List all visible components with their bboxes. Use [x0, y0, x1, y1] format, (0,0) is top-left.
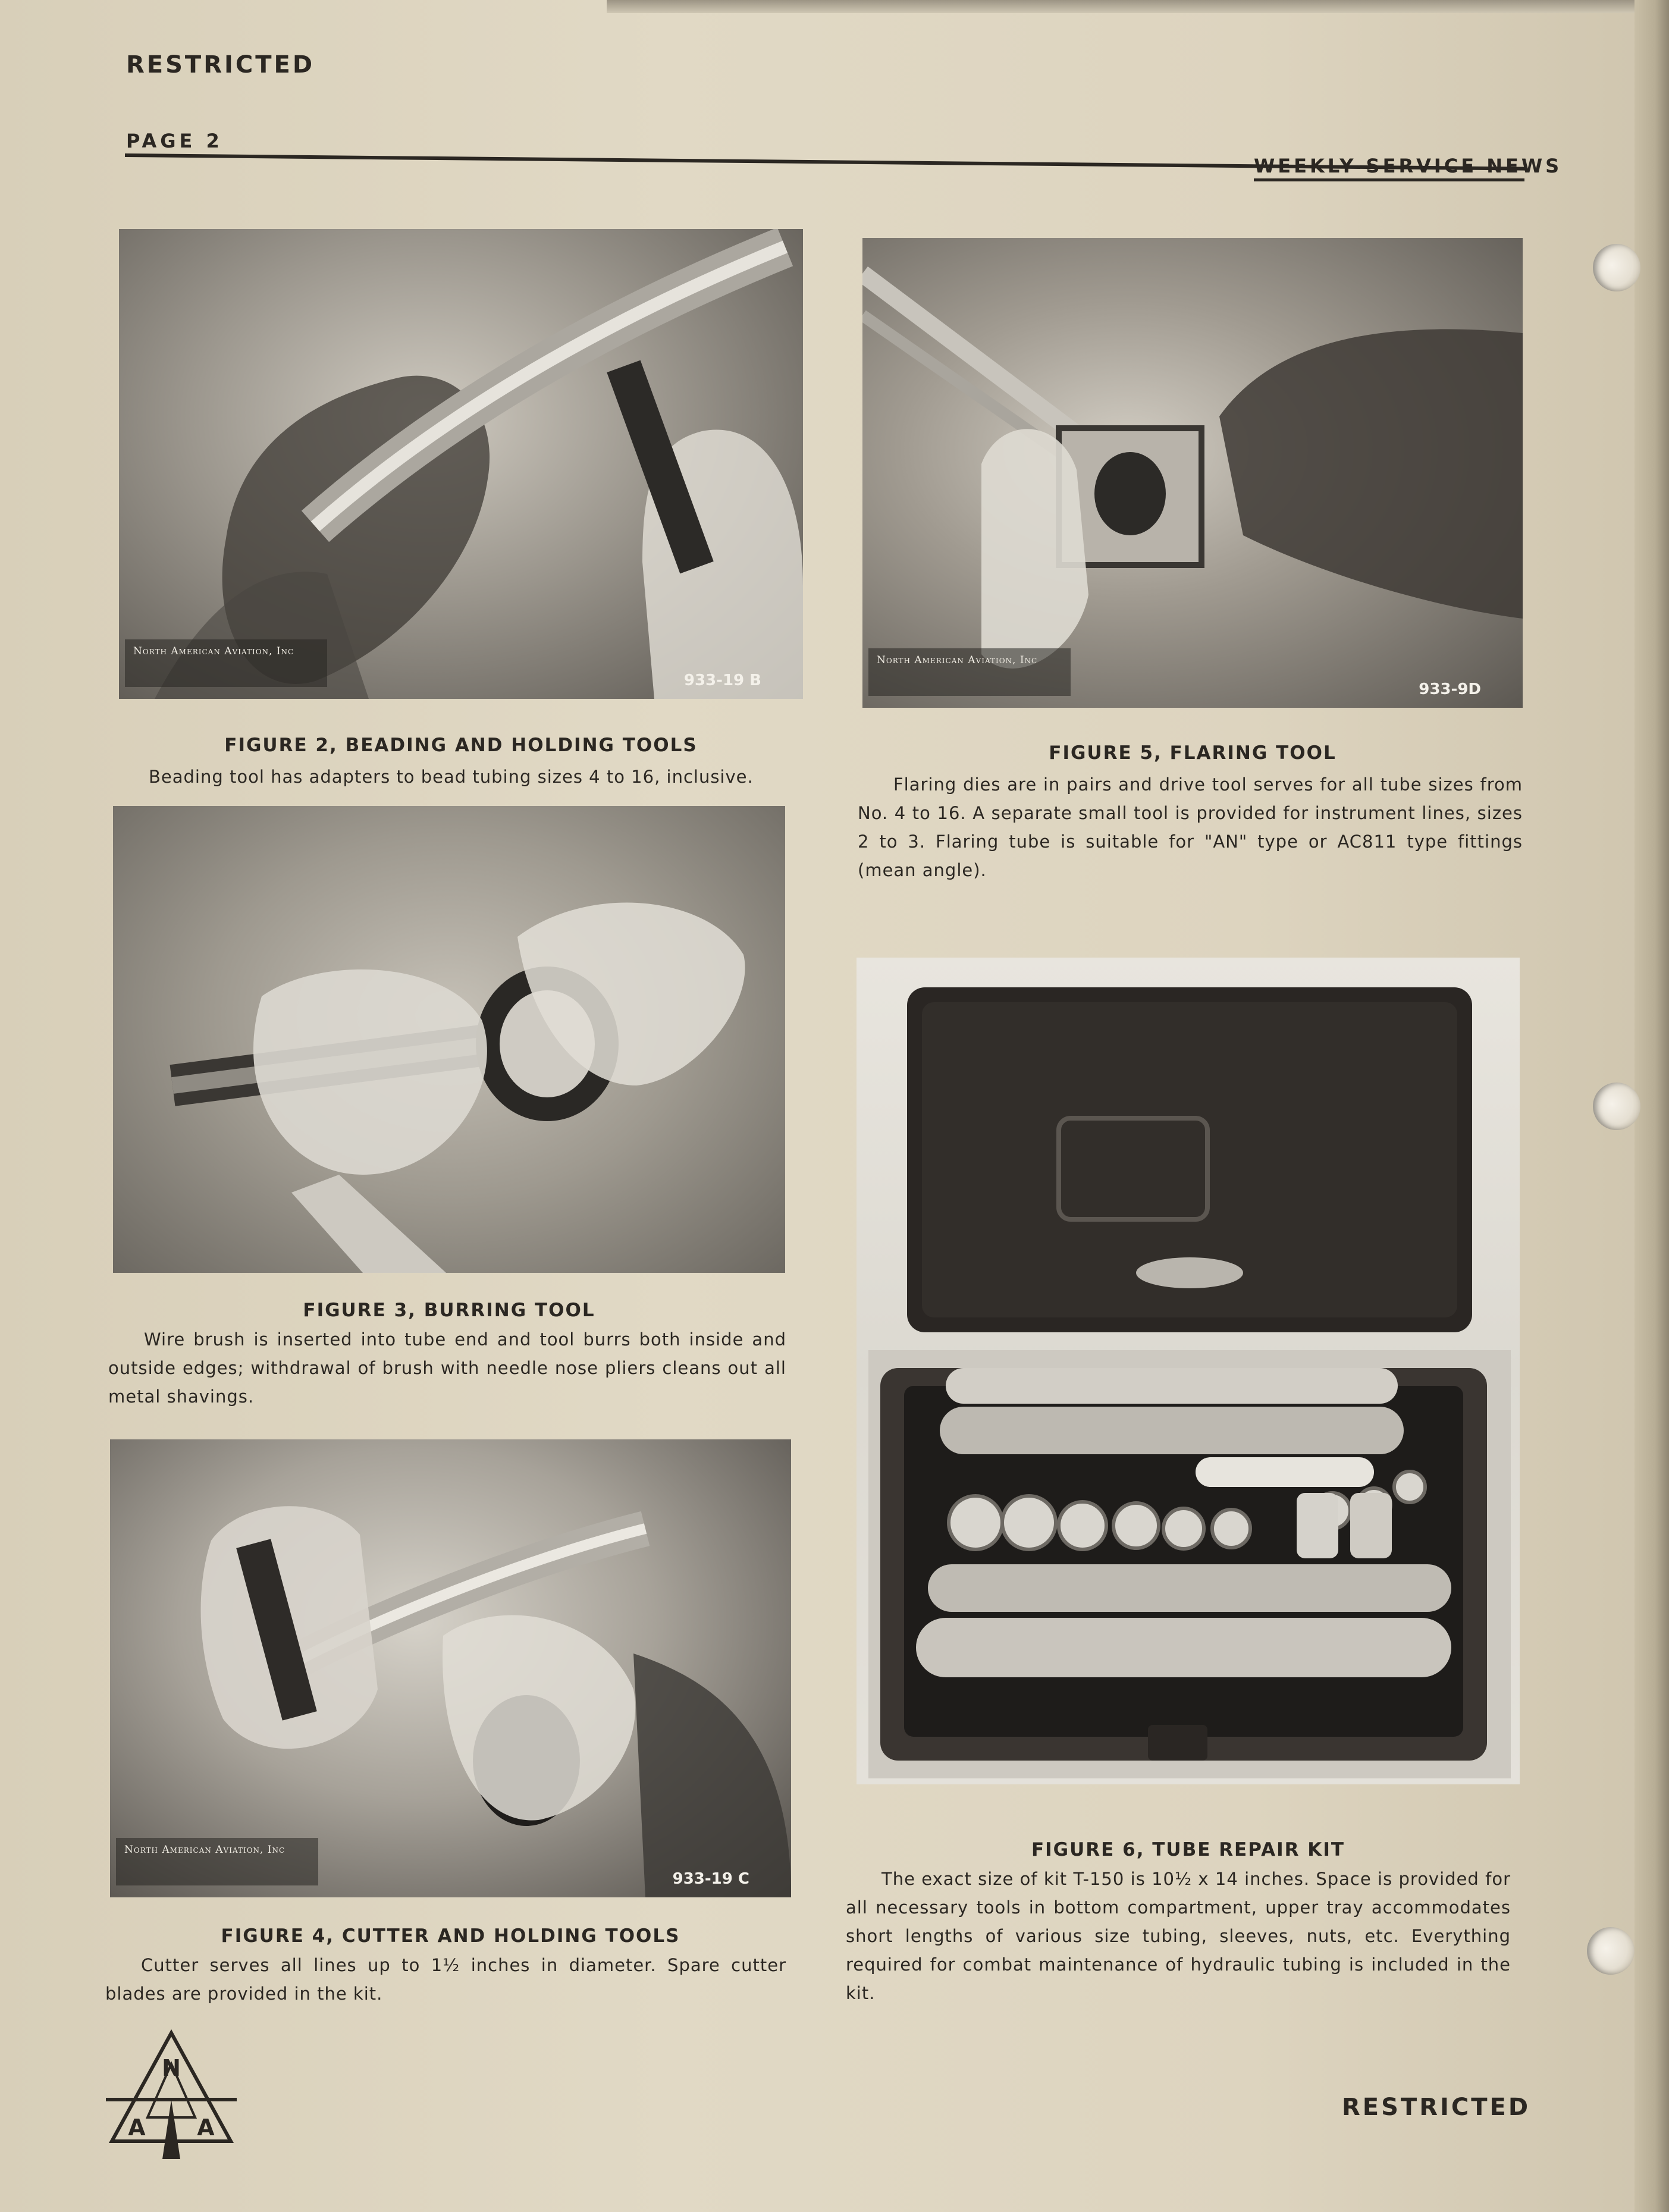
page-number: PAGE 2	[126, 130, 223, 152]
figure-3-photo	[113, 806, 785, 1273]
binder-hole-middle	[1593, 1083, 1640, 1130]
figure-2-caption: Beading tool has adapters to bead tubing sizes 4 to 16, inclusive.	[149, 767, 754, 787]
figure-5-photo	[862, 238, 1523, 708]
figure-2-credit-box	[125, 639, 327, 687]
figure-4-title: FIGURE 4, CUTTER AND HOLDING TOOLS	[221, 1925, 680, 1947]
figure-5-title: FIGURE 5, FLARING TOOL	[1049, 742, 1337, 764]
publication-title: WEEKLY SERVICE NEWS	[1254, 155, 1563, 177]
figure-6-photo	[857, 958, 1520, 1784]
classification-header: RESTRICTED	[126, 51, 315, 79]
figure-2-title: FIGURE 2, BEADING AND HOLDING TOOLS	[224, 735, 698, 756]
logo-letter-n: N	[162, 2055, 181, 2081]
binder-hole-top	[1593, 244, 1640, 291]
publication-underline	[1254, 178, 1524, 181]
figure-3-title: FIGURE 3, BURRING TOOL	[303, 1300, 595, 1321]
figure-4-credit: North American Aviation, Inc	[124, 1844, 286, 1856]
figure-2-credit: North American Aviation, Inc	[133, 645, 294, 657]
figure-5-photo-number: 933-9D	[1419, 680, 1481, 698]
classification-footer: RESTRICTED	[1342, 2094, 1531, 2121]
figure-4-photo-number: 933-19 C	[672, 1870, 749, 1888]
figure-4-caption: Cutter serves all lines up to 1½ inches in diameter. Spare cutter blades are provided in the kit.	[105, 1955, 786, 2004]
figure-4-credit-box	[116, 1838, 318, 1885]
figure-6-caption: The exact size of kit T-150 is 10½ x 14 inches. Space is provided for all necessary tools in bottom compartment, upper tray accommodates short lengths of various size tubing, sleeves, nuts, etc. Everything required for combat maintenance of hydraulic tubing is included in the kit.	[846, 1869, 1511, 2003]
binder-hole-bottom	[1587, 1927, 1635, 1975]
figure-5-credit: North American Aviation, Inc	[877, 654, 1038, 666]
naa-logo-icon	[106, 2028, 237, 2159]
figure-2-photo	[119, 229, 803, 699]
logo-letter-a-right: A	[197, 2114, 215, 2141]
figure-5-credit-box	[868, 648, 1071, 696]
logo-letter-a-left: A	[128, 2114, 146, 2141]
figure-4-photo	[110, 1439, 791, 1897]
figure-5-caption: Flaring dies are in pairs and drive tool serves for all tube sizes from No. 4 to 16. A separate small tool is provided for instrument lines, sizes 2 to 3. Flaring tube is suitable for "AN" type or AC811 type fittings (mean angle).	[858, 774, 1523, 880]
figure-2-photo-number: 933-19 B	[683, 672, 761, 689]
figure-3-caption: Wire brush is inserted into tube end and tool burrs both inside and outside edges; withdrawal of brush with needle nose pliers cleans out all metal shavings.	[108, 1329, 786, 1407]
figure-6-title: FIGURE 6, TUBE REPAIR KIT	[1031, 1839, 1345, 1860]
page-top-edge	[607, 0, 1669, 13]
